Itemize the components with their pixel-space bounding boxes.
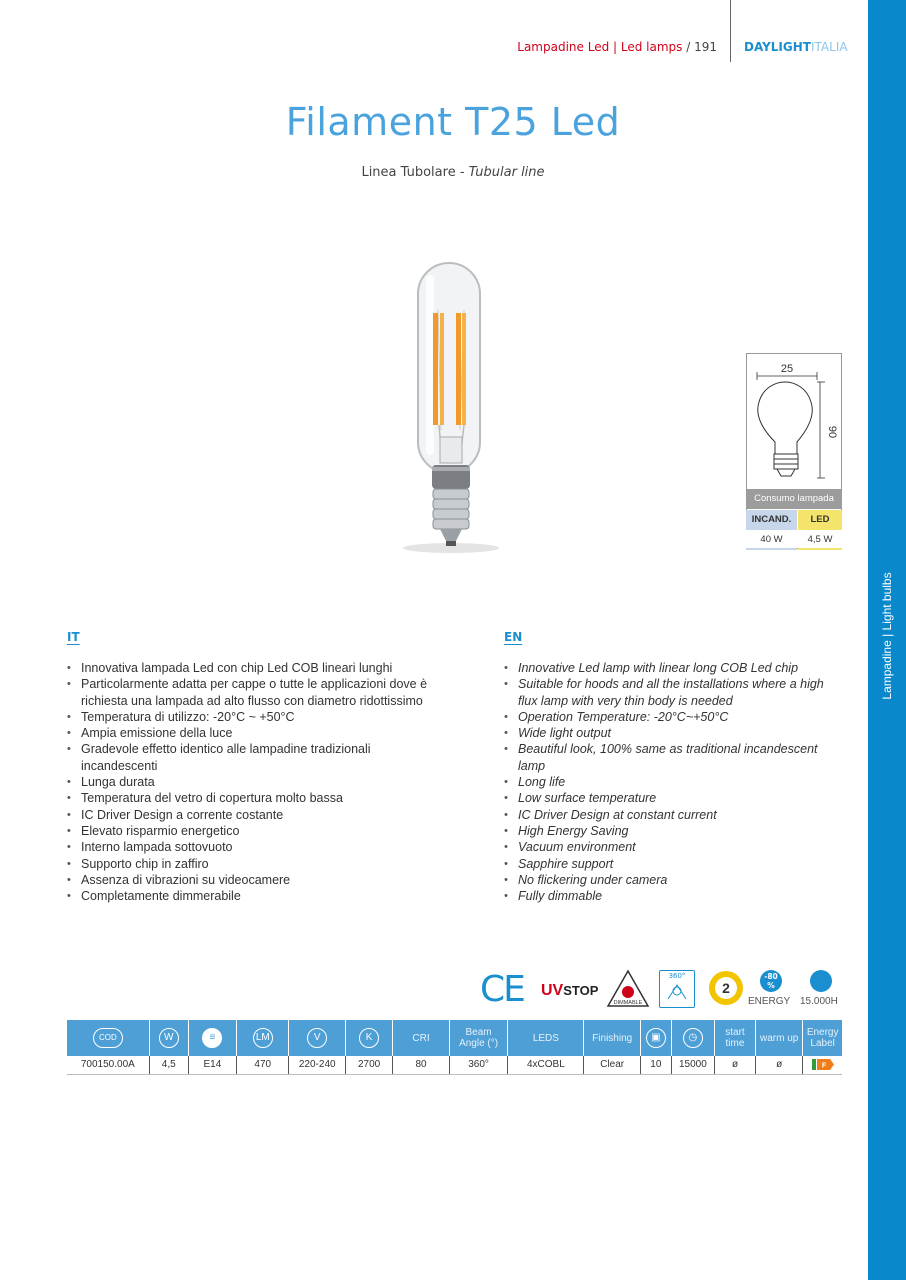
header-category-text: Lampadine Led | Led lamps xyxy=(517,40,683,54)
led-value: 4,5 W xyxy=(798,530,842,550)
cell-socket: E14 xyxy=(188,1056,236,1074)
col-socket xyxy=(188,1020,236,1056)
incand-value: 40 W xyxy=(746,530,797,550)
sidebar-strip xyxy=(868,0,906,1280)
uv-text: UV xyxy=(541,982,564,999)
dimmable-icon xyxy=(606,968,650,1010)
col-life xyxy=(671,1020,714,1056)
cell-finishing: Clear xyxy=(584,1056,641,1074)
beam-angle-text: 360° xyxy=(668,972,686,980)
col-start: start time xyxy=(714,1020,755,1056)
page-title: Filament T25 Led xyxy=(285,100,621,144)
list-item: • Vacuum environment xyxy=(504,839,834,855)
col-lm xyxy=(237,1020,289,1056)
list-item: • Innovativa lampada Led con chip Led COB lineari lunghi xyxy=(67,660,437,676)
consumption-label: Consumo lampada xyxy=(746,489,842,509)
energy-label: ENERGY xyxy=(748,996,791,1007)
it-heading: IT xyxy=(67,630,80,644)
incand-header: INCAND. xyxy=(746,510,797,530)
list-item: • No flickering under camera xyxy=(504,872,834,888)
list-item: • Particolarmente adatta per cappe o tutte le applicazioni dove è richiesta una lampada ad alto flusso con diametro ridottissimo xyxy=(67,676,437,709)
list-item: • Operation Temperature: -20°C~+50°C xyxy=(504,709,834,725)
col-code xyxy=(67,1020,149,1056)
col-kelvin xyxy=(346,1020,393,1056)
lifetime-icon xyxy=(810,970,832,992)
col-leds: LEDS xyxy=(508,1020,584,1056)
subtitle-it: Linea Tubolare - xyxy=(361,165,469,180)
list-item: • Temperatura del vetro di copertura molto bassa xyxy=(67,790,437,806)
list-item: • Long life xyxy=(504,774,834,790)
features-list-it xyxy=(67,660,437,904)
list-item: • Lunga durata xyxy=(67,774,437,790)
dimmable-text: DIMMABLE xyxy=(613,1000,643,1006)
lifetime-label: 15.000H xyxy=(800,996,838,1007)
warranty-badge-icon xyxy=(707,969,745,1007)
list-item: • Completamente dimmerabile xyxy=(67,888,437,904)
list-item: • Sapphire support xyxy=(504,856,834,872)
life-hours-icon: ◷ xyxy=(683,1028,703,1048)
watt-icon: W xyxy=(159,1028,179,1048)
list-item: • Ampia emissione della luce xyxy=(67,725,437,741)
features-list-en xyxy=(504,660,834,904)
kelvin-icon: K xyxy=(359,1028,379,1048)
stop-text: STOP xyxy=(563,983,599,998)
energy-saving-icon: -80 % xyxy=(760,970,782,992)
width-dim: 25 xyxy=(780,363,794,375)
col-warm: warm up xyxy=(756,1020,803,1056)
table-header-row xyxy=(67,1020,842,1056)
cell-start: ø xyxy=(714,1056,755,1074)
col-beam: Beam Angle (°) xyxy=(449,1020,508,1056)
header-category xyxy=(517,40,717,54)
ce-mark-icon: CE xyxy=(480,969,524,1010)
list-item: • Gradevole effetto identico alle lampadine tradizionali incandescenti xyxy=(67,741,437,774)
en-heading: EN xyxy=(504,630,523,644)
cell-code: 700150.00A xyxy=(67,1056,149,1074)
sidebar-label: Lampadine | Light bulbs xyxy=(880,572,894,700)
list-item: • Wide light output xyxy=(504,725,834,741)
list-item: • Interno lampada sottovuoto xyxy=(67,839,437,855)
col-pack xyxy=(640,1020,671,1056)
lumen-icon: LM xyxy=(253,1028,273,1048)
list-item: • Temperatura di utilizzo: -20°C ~ +50°C xyxy=(67,709,437,725)
brand-suffix: ITALIA xyxy=(810,40,848,54)
uv-stop-icon xyxy=(541,982,598,1000)
subtitle-en: Tubular line xyxy=(468,165,545,180)
col-watt xyxy=(149,1020,188,1056)
socket-icon: ≡ xyxy=(202,1028,222,1048)
col-energy: Energy Label xyxy=(803,1020,842,1056)
cell-warm: ø xyxy=(756,1056,803,1074)
col-volt xyxy=(289,1020,346,1056)
list-item: • Beautiful look, 100% same as traditional incandescent lamp xyxy=(504,741,834,774)
list-item: • Suitable for hoods and all the installations where a high flux lamp with very thin body is needed xyxy=(504,676,834,709)
lamp-image xyxy=(396,255,506,555)
energy-class: F xyxy=(821,1062,826,1070)
list-item: • Assenza di vibrazioni su videocamere xyxy=(67,872,437,888)
energy-label-icon xyxy=(812,1059,834,1070)
list-item: • Elevato risparmio energetico xyxy=(67,823,437,839)
cell-energy xyxy=(803,1056,842,1074)
list-item: • IC Driver Design a corrente costante xyxy=(67,807,437,823)
list-item: • Innovative Led lamp with linear long COB Led chip xyxy=(504,660,834,676)
cell-life: 15000 xyxy=(671,1056,714,1074)
header-divider xyxy=(730,0,731,62)
list-item: • Low surface temperature xyxy=(504,790,834,806)
page-subtitle xyxy=(0,165,906,180)
col-cri: CRI xyxy=(393,1020,450,1056)
brand-main: DAYLIGHT xyxy=(744,40,811,54)
list-item: • Supporto chip in zaffiro xyxy=(67,856,437,872)
volt-icon: V xyxy=(307,1028,327,1048)
bulb-outline-icon xyxy=(747,354,841,488)
package-icon: ▣ xyxy=(646,1028,666,1048)
cell-watt: 4,5 xyxy=(149,1056,188,1074)
page-number: / 191 xyxy=(686,40,717,54)
cell-pack: 10 xyxy=(640,1056,671,1074)
height-dim: 90 xyxy=(826,425,838,439)
list-item: • Fully dimmable xyxy=(504,888,834,904)
brand-logo xyxy=(744,40,848,54)
code-icon: COD xyxy=(93,1028,123,1048)
spec-table xyxy=(67,1020,842,1075)
warranty-years: 2 xyxy=(722,980,730,996)
led-header: LED xyxy=(798,510,842,530)
cell-kelvin: 2700 xyxy=(346,1056,393,1074)
list-item: • IC Driver Design at constant current xyxy=(504,807,834,823)
cell-leds: 4xCOBL xyxy=(508,1056,584,1074)
table-row xyxy=(67,1056,842,1074)
cell-lm: 470 xyxy=(237,1056,289,1074)
list-item: • High Energy Saving xyxy=(504,823,834,839)
cell-cri: 80 xyxy=(393,1056,450,1074)
cell-beam: 360° xyxy=(449,1056,508,1074)
cell-volt: 220-240 xyxy=(289,1056,346,1074)
col-finishing: Finishing xyxy=(584,1020,641,1056)
